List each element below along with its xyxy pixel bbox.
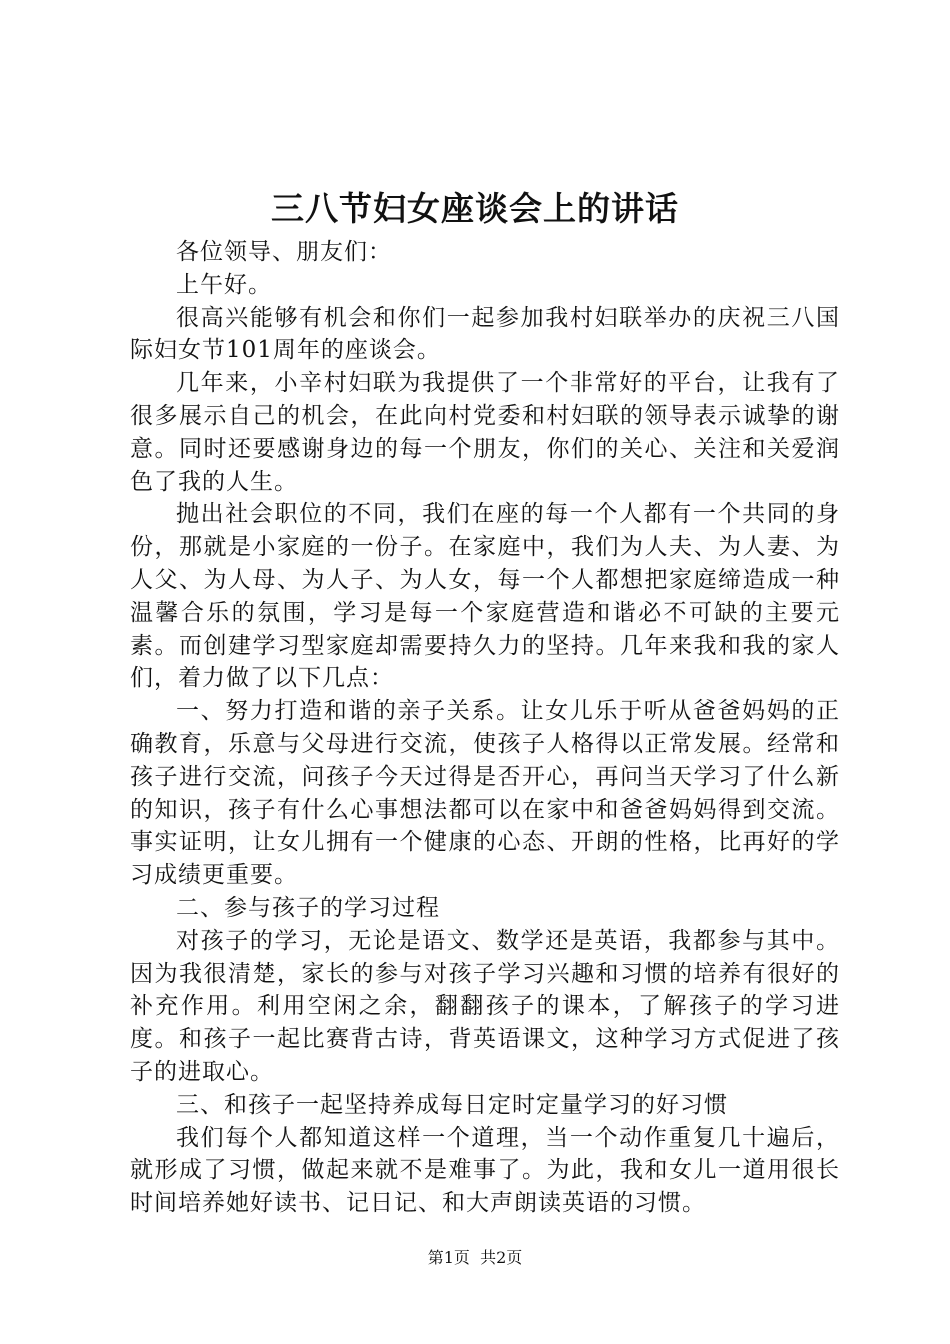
section-one-paragraph: 一、努力打造和谐的亲子关系。让女儿乐于听从爸爸妈妈的正确教育，乐意与父母进行交流，使孩子人格得以正常发展。经常和孩子进行交流，问孩子今天过得是否开心，再问当天学习了什么新的知识，孩子有什么心事想法都可以在家中和爸爸妈妈得到交流。事实证明，让女儿拥有一个健康的心态、开朗的性格，比再好的学习成绩更重要。 — [130, 698, 840, 889]
body-paragraph: 对孩子的学习，无论是语文、数学还是英语，我都参与其中。因为我很清楚，家长的参与对孩子学习兴趣和习惯的培养有很好的补充作用。利用空闲之余，翻翻孩子的课本，了解孩子的学习进度。和孩子一起比赛背古诗，背英语课文，这种学习方式促进了孩子的进取心。 — [130, 927, 840, 1085]
document-title: 三八节妇女座谈会上的讲话 — [271, 189, 679, 228]
body-paragraph: 我们每个人都知道这样一个道理，当一个动作重复几十遍后，就形成了习惯，做起来就不是难事了。为此，我和女儿一道用很长时间培养她好读书、记日记、和大声朗读英语的习惯。 — [130, 1124, 840, 1217]
salutation-paragraph: 上午好。 — [176, 271, 272, 298]
body-paragraph: 很高兴能够有机会和你们一起参加我村妇联举办的庆祝三八国际妇女节101周年的座谈会。 — [130, 304, 840, 364]
page-footer — [0, 1248, 950, 1268]
page-number-label: 第1页 共2页 — [427, 1248, 523, 1267]
body-paragraph: 几年来，小辛村妇联为我提供了一个非常好的平台，让我有了很多展示自己的机会，在此向村党委和村妇联的领导表示诚挚的谢意。同时还要感谢身边的每一个朋友，你们的关心、关注和关爱润色了我的人生。 — [130, 370, 840, 495]
greeting-paragraph: 各位领导、朋友们： — [176, 239, 392, 265]
section-two-heading: 二、参与孩子的学习过程 — [176, 894, 440, 921]
body-paragraph: 抛出社会职位的不同，我们在座的每一个人都有一个共同的身份，那就是小家庭的一份子。在家庭中，我们为人夫、为人妻、为人父、为人母、为人子、为人女，每一个人都想把家庭缔造成一种温馨合乐的氛围，学习是每一个家庭营造和谐必不可缺的主要元素。而创建学习型家庭却需要持久力的坚持。几年来我和我的家人们，着力做了以下几点： — [130, 501, 840, 692]
document-body — [130, 236, 840, 1220]
section-three-heading: 三、和孩子一起坚持养成每日定时定量学习的好习惯 — [176, 1091, 728, 1118]
